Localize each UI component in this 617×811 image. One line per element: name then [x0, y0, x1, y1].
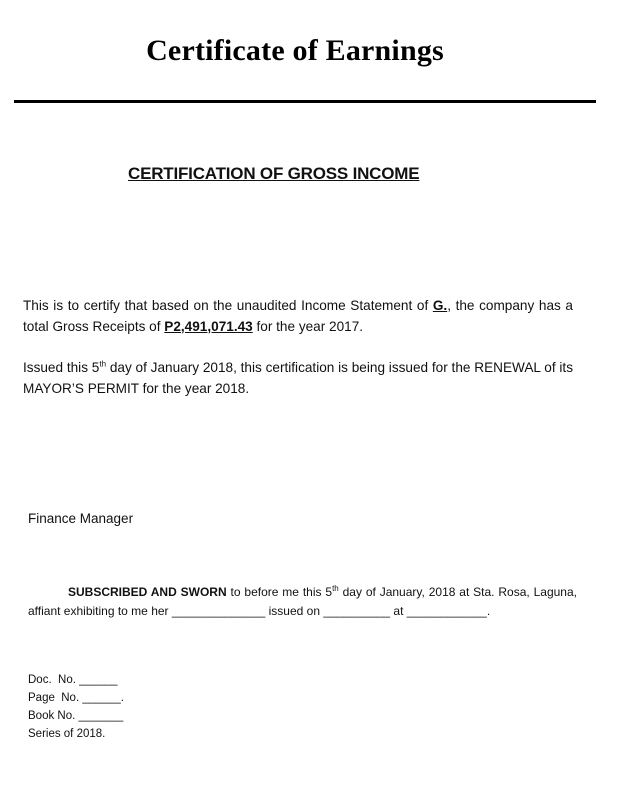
series-year: Series of 2018.: [28, 728, 106, 740]
ordinal-suffix: th: [99, 359, 107, 369]
header-divider: [14, 100, 596, 103]
certification-paragraph: [23, 295, 573, 337]
paragraph-text: for the year 2017.: [252, 318, 364, 334]
jurat-text: day of January, 2018 at Sta. Rosa, Laguna, affiant exhibiting to me her ______________ issued on __________ at ____________.: [28, 585, 577, 618]
book-number: Book No. _______: [28, 710, 124, 722]
paragraph-text: day of January 2018, this certification is being issued for the RENEWAL of its MAYOR’S PERMIT for the year 2018.: [23, 359, 573, 396]
paragraph-text: This is to certify that based on the unaudited Income Statement of: [23, 297, 433, 313]
page-title: Certificate of Earnings: [146, 34, 444, 67]
page-number: Page No. ______.: [28, 692, 124, 704]
gross-receipts-amount: P2,491,071.43: [164, 318, 253, 334]
notarial-details: [28, 671, 124, 743]
jurat-text: to before me this 5: [226, 585, 333, 599]
paragraph-text: Issued this 5: [23, 359, 100, 375]
jurat-heading: SUBSCRIBED AND SWORN: [68, 585, 227, 599]
ordinal-suffix: th: [332, 584, 339, 593]
jurat-paragraph: [28, 583, 577, 621]
doc-number: Doc. No. ______: [28, 674, 118, 686]
paragraph-text: , the company has a total Gross Receipts of: [23, 297, 573, 334]
signatory-title: Finance Manager: [28, 511, 134, 526]
certification-title: CERTIFICATION OF GROSS INCOME: [128, 164, 420, 183]
company-name: G.: [432, 297, 448, 313]
issuance-paragraph: [23, 357, 573, 399]
